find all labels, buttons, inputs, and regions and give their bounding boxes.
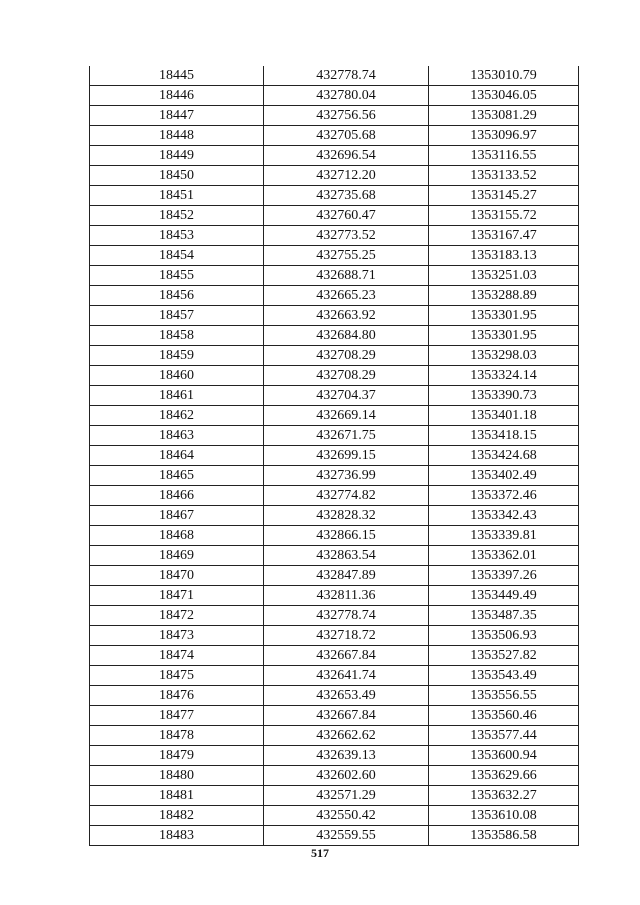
x-coordinate-cell: 432828.32 xyxy=(264,506,429,526)
point-id-cell: 18455 xyxy=(90,266,264,286)
table-row xyxy=(90,606,579,626)
point-id-cell: 18474 xyxy=(90,646,264,666)
y-coordinate-cell: 1353577.44 xyxy=(429,726,579,746)
y-coordinate-cell: 1353600.94 xyxy=(429,746,579,766)
y-coordinate-cell: 1353390.73 xyxy=(429,386,579,406)
document-page xyxy=(89,66,578,846)
y-coordinate-cell: 1353543.49 xyxy=(429,666,579,686)
x-coordinate-cell: 432780.04 xyxy=(264,86,429,106)
y-coordinate-cell: 1353339.81 xyxy=(429,526,579,546)
x-coordinate-cell: 432639.13 xyxy=(264,746,429,766)
y-coordinate-cell: 1353251.03 xyxy=(429,266,579,286)
table-row xyxy=(90,826,579,846)
x-coordinate-cell: 432778.74 xyxy=(264,606,429,626)
point-id-cell: 18463 xyxy=(90,426,264,446)
point-id-cell: 18465 xyxy=(90,466,264,486)
table-row xyxy=(90,466,579,486)
y-coordinate-cell: 1353632.27 xyxy=(429,786,579,806)
table-row xyxy=(90,766,579,786)
table-row xyxy=(90,246,579,266)
y-coordinate-cell: 1353362.01 xyxy=(429,546,579,566)
y-coordinate-cell: 1353324.14 xyxy=(429,366,579,386)
table-row xyxy=(90,786,579,806)
x-coordinate-cell: 432866.15 xyxy=(264,526,429,546)
point-id-cell: 18473 xyxy=(90,626,264,646)
y-coordinate-cell: 1353397.26 xyxy=(429,566,579,586)
y-coordinate-cell: 1353610.08 xyxy=(429,806,579,826)
x-coordinate-cell: 432774.82 xyxy=(264,486,429,506)
x-coordinate-cell: 432708.29 xyxy=(264,346,429,366)
y-coordinate-cell: 1353116.55 xyxy=(429,146,579,166)
y-coordinate-cell: 1353183.13 xyxy=(429,246,579,266)
table-row xyxy=(90,226,579,246)
y-coordinate-cell: 1353145.27 xyxy=(429,186,579,206)
point-id-cell: 18476 xyxy=(90,686,264,706)
point-id-cell: 18451 xyxy=(90,186,264,206)
x-coordinate-cell: 432773.52 xyxy=(264,226,429,246)
point-id-cell: 18482 xyxy=(90,806,264,826)
x-coordinate-cell: 432696.54 xyxy=(264,146,429,166)
point-id-cell: 18467 xyxy=(90,506,264,526)
y-coordinate-cell: 1353096.97 xyxy=(429,126,579,146)
x-coordinate-cell: 432699.15 xyxy=(264,446,429,466)
y-coordinate-cell: 1353418.15 xyxy=(429,426,579,446)
y-coordinate-cell: 1353401.18 xyxy=(429,406,579,426)
page-number: 517 xyxy=(311,846,329,860)
table-row xyxy=(90,446,579,466)
point-id-cell: 18446 xyxy=(90,86,264,106)
y-coordinate-cell: 1353133.52 xyxy=(429,166,579,186)
point-id-cell: 18477 xyxy=(90,706,264,726)
x-coordinate-cell: 432704.37 xyxy=(264,386,429,406)
table-row xyxy=(90,526,579,546)
point-id-cell: 18459 xyxy=(90,346,264,366)
table-row xyxy=(90,546,579,566)
x-coordinate-cell: 432847.89 xyxy=(264,566,429,586)
x-coordinate-cell: 432667.84 xyxy=(264,646,429,666)
y-coordinate-cell: 1353342.43 xyxy=(429,506,579,526)
table-row xyxy=(90,346,579,366)
coordinate-table-body xyxy=(90,66,579,846)
point-id-cell: 18471 xyxy=(90,586,264,606)
y-coordinate-cell: 1353424.68 xyxy=(429,446,579,466)
point-id-cell: 18469 xyxy=(90,546,264,566)
x-coordinate-cell: 432602.60 xyxy=(264,766,429,786)
point-id-cell: 18483 xyxy=(90,826,264,846)
point-id-cell: 18454 xyxy=(90,246,264,266)
table-row xyxy=(90,806,579,826)
point-id-cell: 18453 xyxy=(90,226,264,246)
x-coordinate-cell: 432688.71 xyxy=(264,266,429,286)
table-row xyxy=(90,686,579,706)
point-id-cell: 18458 xyxy=(90,326,264,346)
x-coordinate-cell: 432735.68 xyxy=(264,186,429,206)
point-id-cell: 18466 xyxy=(90,486,264,506)
point-id-cell: 18449 xyxy=(90,146,264,166)
table-row xyxy=(90,106,579,126)
point-id-cell: 18470 xyxy=(90,566,264,586)
table-row xyxy=(90,326,579,346)
y-coordinate-cell: 1353449.49 xyxy=(429,586,579,606)
table-row xyxy=(90,726,579,746)
table-row xyxy=(90,266,579,286)
point-id-cell: 18479 xyxy=(90,746,264,766)
point-id-cell: 18475 xyxy=(90,666,264,686)
table-row xyxy=(90,586,579,606)
x-coordinate-cell: 432756.56 xyxy=(264,106,429,126)
x-coordinate-cell: 432669.14 xyxy=(264,406,429,426)
x-coordinate-cell: 432667.84 xyxy=(264,706,429,726)
point-id-cell: 18468 xyxy=(90,526,264,546)
table-row xyxy=(90,366,579,386)
table-row xyxy=(90,566,579,586)
y-coordinate-cell: 1353081.29 xyxy=(429,106,579,126)
y-coordinate-cell: 1353301.95 xyxy=(429,306,579,326)
y-coordinate-cell: 1353301.95 xyxy=(429,326,579,346)
table-row xyxy=(90,666,579,686)
table-row xyxy=(90,126,579,146)
x-coordinate-cell: 432559.55 xyxy=(264,826,429,846)
y-coordinate-cell: 1353556.55 xyxy=(429,686,579,706)
point-id-cell: 18472 xyxy=(90,606,264,626)
x-coordinate-cell: 432663.92 xyxy=(264,306,429,326)
x-coordinate-cell: 432712.20 xyxy=(264,166,429,186)
point-id-cell: 18461 xyxy=(90,386,264,406)
x-coordinate-cell: 432653.49 xyxy=(264,686,429,706)
x-coordinate-cell: 432705.68 xyxy=(264,126,429,146)
table-row xyxy=(90,706,579,726)
table-row xyxy=(90,306,579,326)
point-id-cell: 18450 xyxy=(90,166,264,186)
table-row xyxy=(90,206,579,226)
x-coordinate-cell: 432684.80 xyxy=(264,326,429,346)
x-coordinate-cell: 432811.36 xyxy=(264,586,429,606)
table-row xyxy=(90,406,579,426)
x-coordinate-cell: 432736.99 xyxy=(264,466,429,486)
point-id-cell: 18481 xyxy=(90,786,264,806)
x-coordinate-cell: 432665.23 xyxy=(264,286,429,306)
y-coordinate-cell: 1353560.46 xyxy=(429,706,579,726)
y-coordinate-cell: 1353167.47 xyxy=(429,226,579,246)
table-row xyxy=(90,626,579,646)
point-id-cell: 18445 xyxy=(90,66,264,86)
point-id-cell: 18448 xyxy=(90,126,264,146)
x-coordinate-cell: 432641.74 xyxy=(264,666,429,686)
x-coordinate-cell: 432662.62 xyxy=(264,726,429,746)
point-id-cell: 18478 xyxy=(90,726,264,746)
x-coordinate-cell: 432760.47 xyxy=(264,206,429,226)
y-coordinate-cell: 1353288.89 xyxy=(429,286,579,306)
table-row xyxy=(90,166,579,186)
point-id-cell: 18457 xyxy=(90,306,264,326)
x-coordinate-cell: 432571.29 xyxy=(264,786,429,806)
y-coordinate-cell: 1353010.79 xyxy=(429,66,579,86)
y-coordinate-cell: 1353629.66 xyxy=(429,766,579,786)
x-coordinate-cell: 432550.42 xyxy=(264,806,429,826)
table-row xyxy=(90,186,579,206)
coordinate-table xyxy=(89,66,579,846)
table-row xyxy=(90,746,579,766)
y-coordinate-cell: 1353046.05 xyxy=(429,86,579,106)
point-id-cell: 18452 xyxy=(90,206,264,226)
y-coordinate-cell: 1353487.35 xyxy=(429,606,579,626)
y-coordinate-cell: 1353527.82 xyxy=(429,646,579,666)
x-coordinate-cell: 432755.25 xyxy=(264,246,429,266)
point-id-cell: 18462 xyxy=(90,406,264,426)
x-coordinate-cell: 432863.54 xyxy=(264,546,429,566)
table-row xyxy=(90,286,579,306)
y-coordinate-cell: 1353506.93 xyxy=(429,626,579,646)
table-row xyxy=(90,506,579,526)
table-row xyxy=(90,86,579,106)
point-id-cell: 18447 xyxy=(90,106,264,126)
point-id-cell: 18464 xyxy=(90,446,264,466)
table-row xyxy=(90,486,579,506)
point-id-cell: 18456 xyxy=(90,286,264,306)
x-coordinate-cell: 432671.75 xyxy=(264,426,429,446)
y-coordinate-cell: 1353372.46 xyxy=(429,486,579,506)
table-row xyxy=(90,146,579,166)
x-coordinate-cell: 432708.29 xyxy=(264,366,429,386)
table-row xyxy=(90,66,579,86)
x-coordinate-cell: 432718.72 xyxy=(264,626,429,646)
table-row xyxy=(90,426,579,446)
y-coordinate-cell: 1353586.58 xyxy=(429,826,579,846)
y-coordinate-cell: 1353298.03 xyxy=(429,346,579,366)
y-coordinate-cell: 1353402.49 xyxy=(429,466,579,486)
x-coordinate-cell: 432778.74 xyxy=(264,66,429,86)
point-id-cell: 18460 xyxy=(90,366,264,386)
y-coordinate-cell: 1353155.72 xyxy=(429,206,579,226)
table-row xyxy=(90,646,579,666)
table-row xyxy=(90,386,579,406)
point-id-cell: 18480 xyxy=(90,766,264,786)
